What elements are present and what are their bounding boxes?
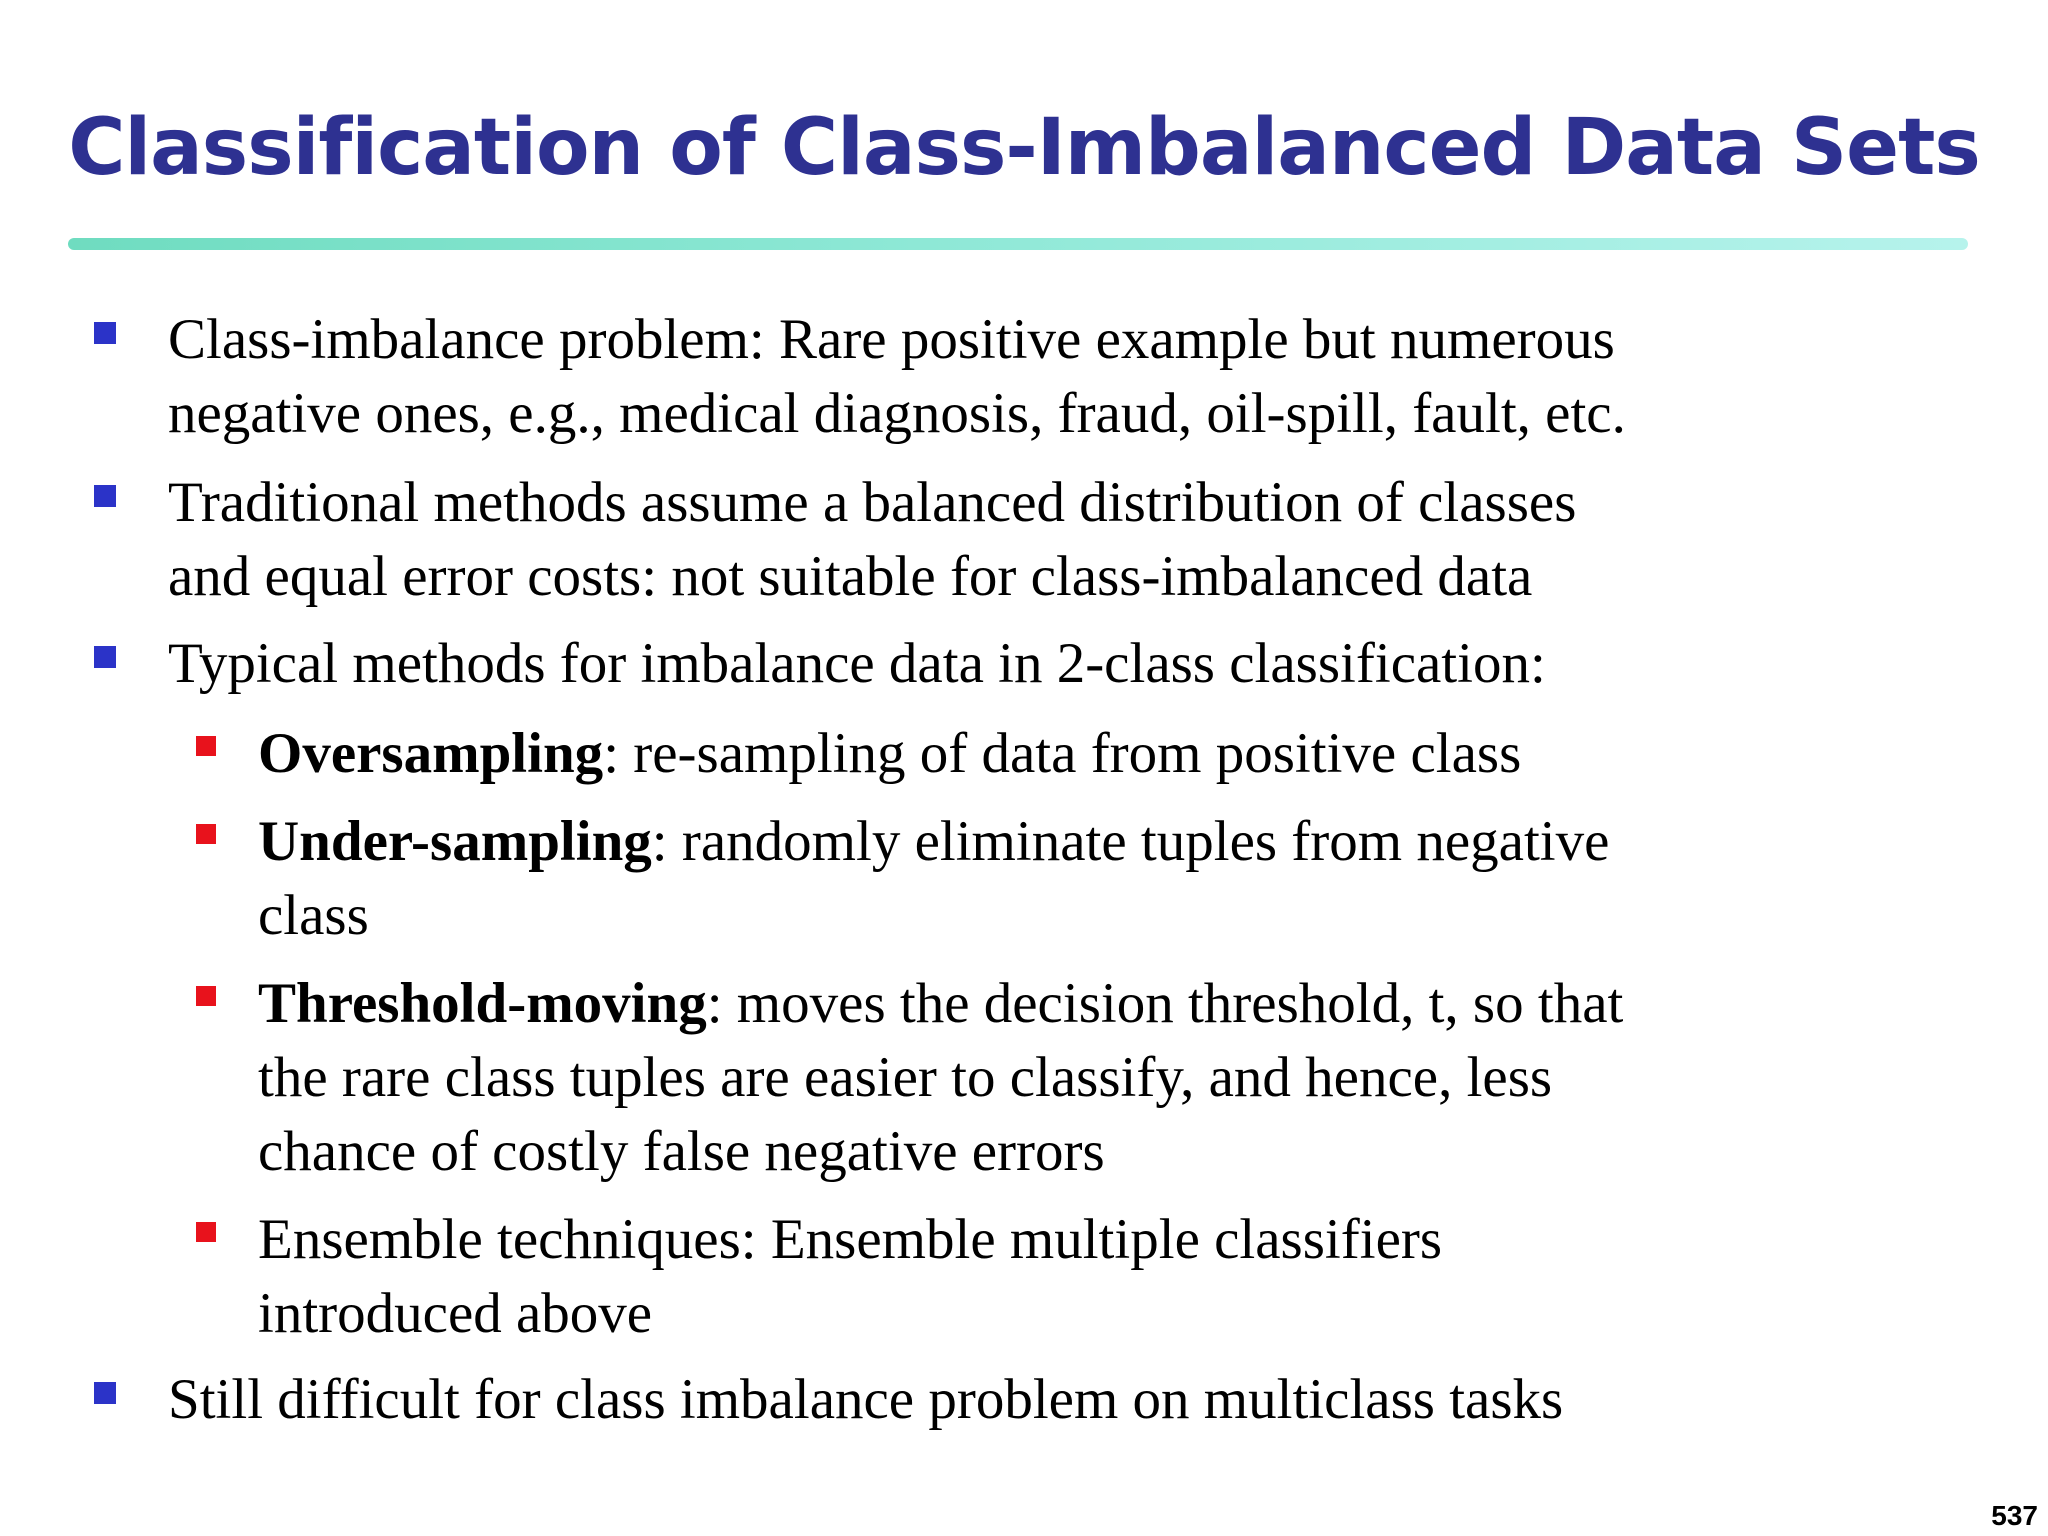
sub-bullet-text: : moves the decision threshold, t, so that xyxy=(706,972,1624,1035)
bullet-text: Class-imbalance problem: Rare positive example but numerous xyxy=(168,308,1615,371)
sub-bullet-item-4 xyxy=(258,1203,1442,1351)
sub-bullet-square-icon xyxy=(196,736,216,756)
sub-bullet-item-2 xyxy=(258,805,1609,953)
sub-bullet-text: class xyxy=(258,884,369,947)
bullet-text: negative ones, e.g., medical diagnosis, fraud, oil-spill, fault, etc. xyxy=(168,382,1626,445)
bullet-text: and equal error costs: not suitable for class-imbalanced data xyxy=(168,545,1533,608)
bullet-item-3 xyxy=(168,627,1546,701)
sub-bullet-text: : randomly eliminate tuples from negative xyxy=(651,810,1610,873)
sub-bullet-text: the rare class tuples are easier to classify, and hence, less xyxy=(258,1046,1553,1109)
title-divider xyxy=(68,238,1968,250)
sub-bullet-text: chance of costly false negative errors xyxy=(258,1120,1105,1183)
bullet-item-2 xyxy=(168,466,1576,614)
page-number: 537 xyxy=(1991,1500,2038,1531)
slide-title: Classification of Class-Imbalanced Data Sets xyxy=(68,103,1980,193)
sub-bullet-term: Threshold-moving xyxy=(258,972,707,1035)
sub-bullet-square-icon xyxy=(196,986,216,1006)
bullet-text: Still difficult for class imbalance problem on multiclass tasks xyxy=(168,1368,1564,1431)
bullet-item-1 xyxy=(168,303,1626,451)
bullet-square-icon xyxy=(94,646,116,668)
bullet-item-4 xyxy=(168,1363,1563,1437)
bullet-square-icon xyxy=(94,485,116,507)
bullet-text: Traditional methods assume a balanced distribution of classes xyxy=(168,471,1577,534)
bullet-text: Typical methods for imbalance data in 2-class classification: xyxy=(168,632,1546,695)
sub-bullet-term: Oversampling xyxy=(258,722,604,785)
sub-bullet-text: Ensemble techniques: Ensemble multiple classifiers xyxy=(258,1208,1443,1271)
sub-bullet-square-icon xyxy=(196,1222,216,1242)
sub-bullet-square-icon xyxy=(196,824,216,844)
sub-bullet-text: : re-sampling of data from positive class xyxy=(603,722,1522,785)
bullet-square-icon xyxy=(94,1382,116,1404)
sub-bullet-text: introduced above xyxy=(258,1282,653,1345)
sub-bullet-term: Under-sampling xyxy=(258,810,652,873)
bullet-square-icon xyxy=(94,322,116,344)
sub-bullet-item-1 xyxy=(258,717,1521,791)
sub-bullet-item-3 xyxy=(258,967,1623,1189)
